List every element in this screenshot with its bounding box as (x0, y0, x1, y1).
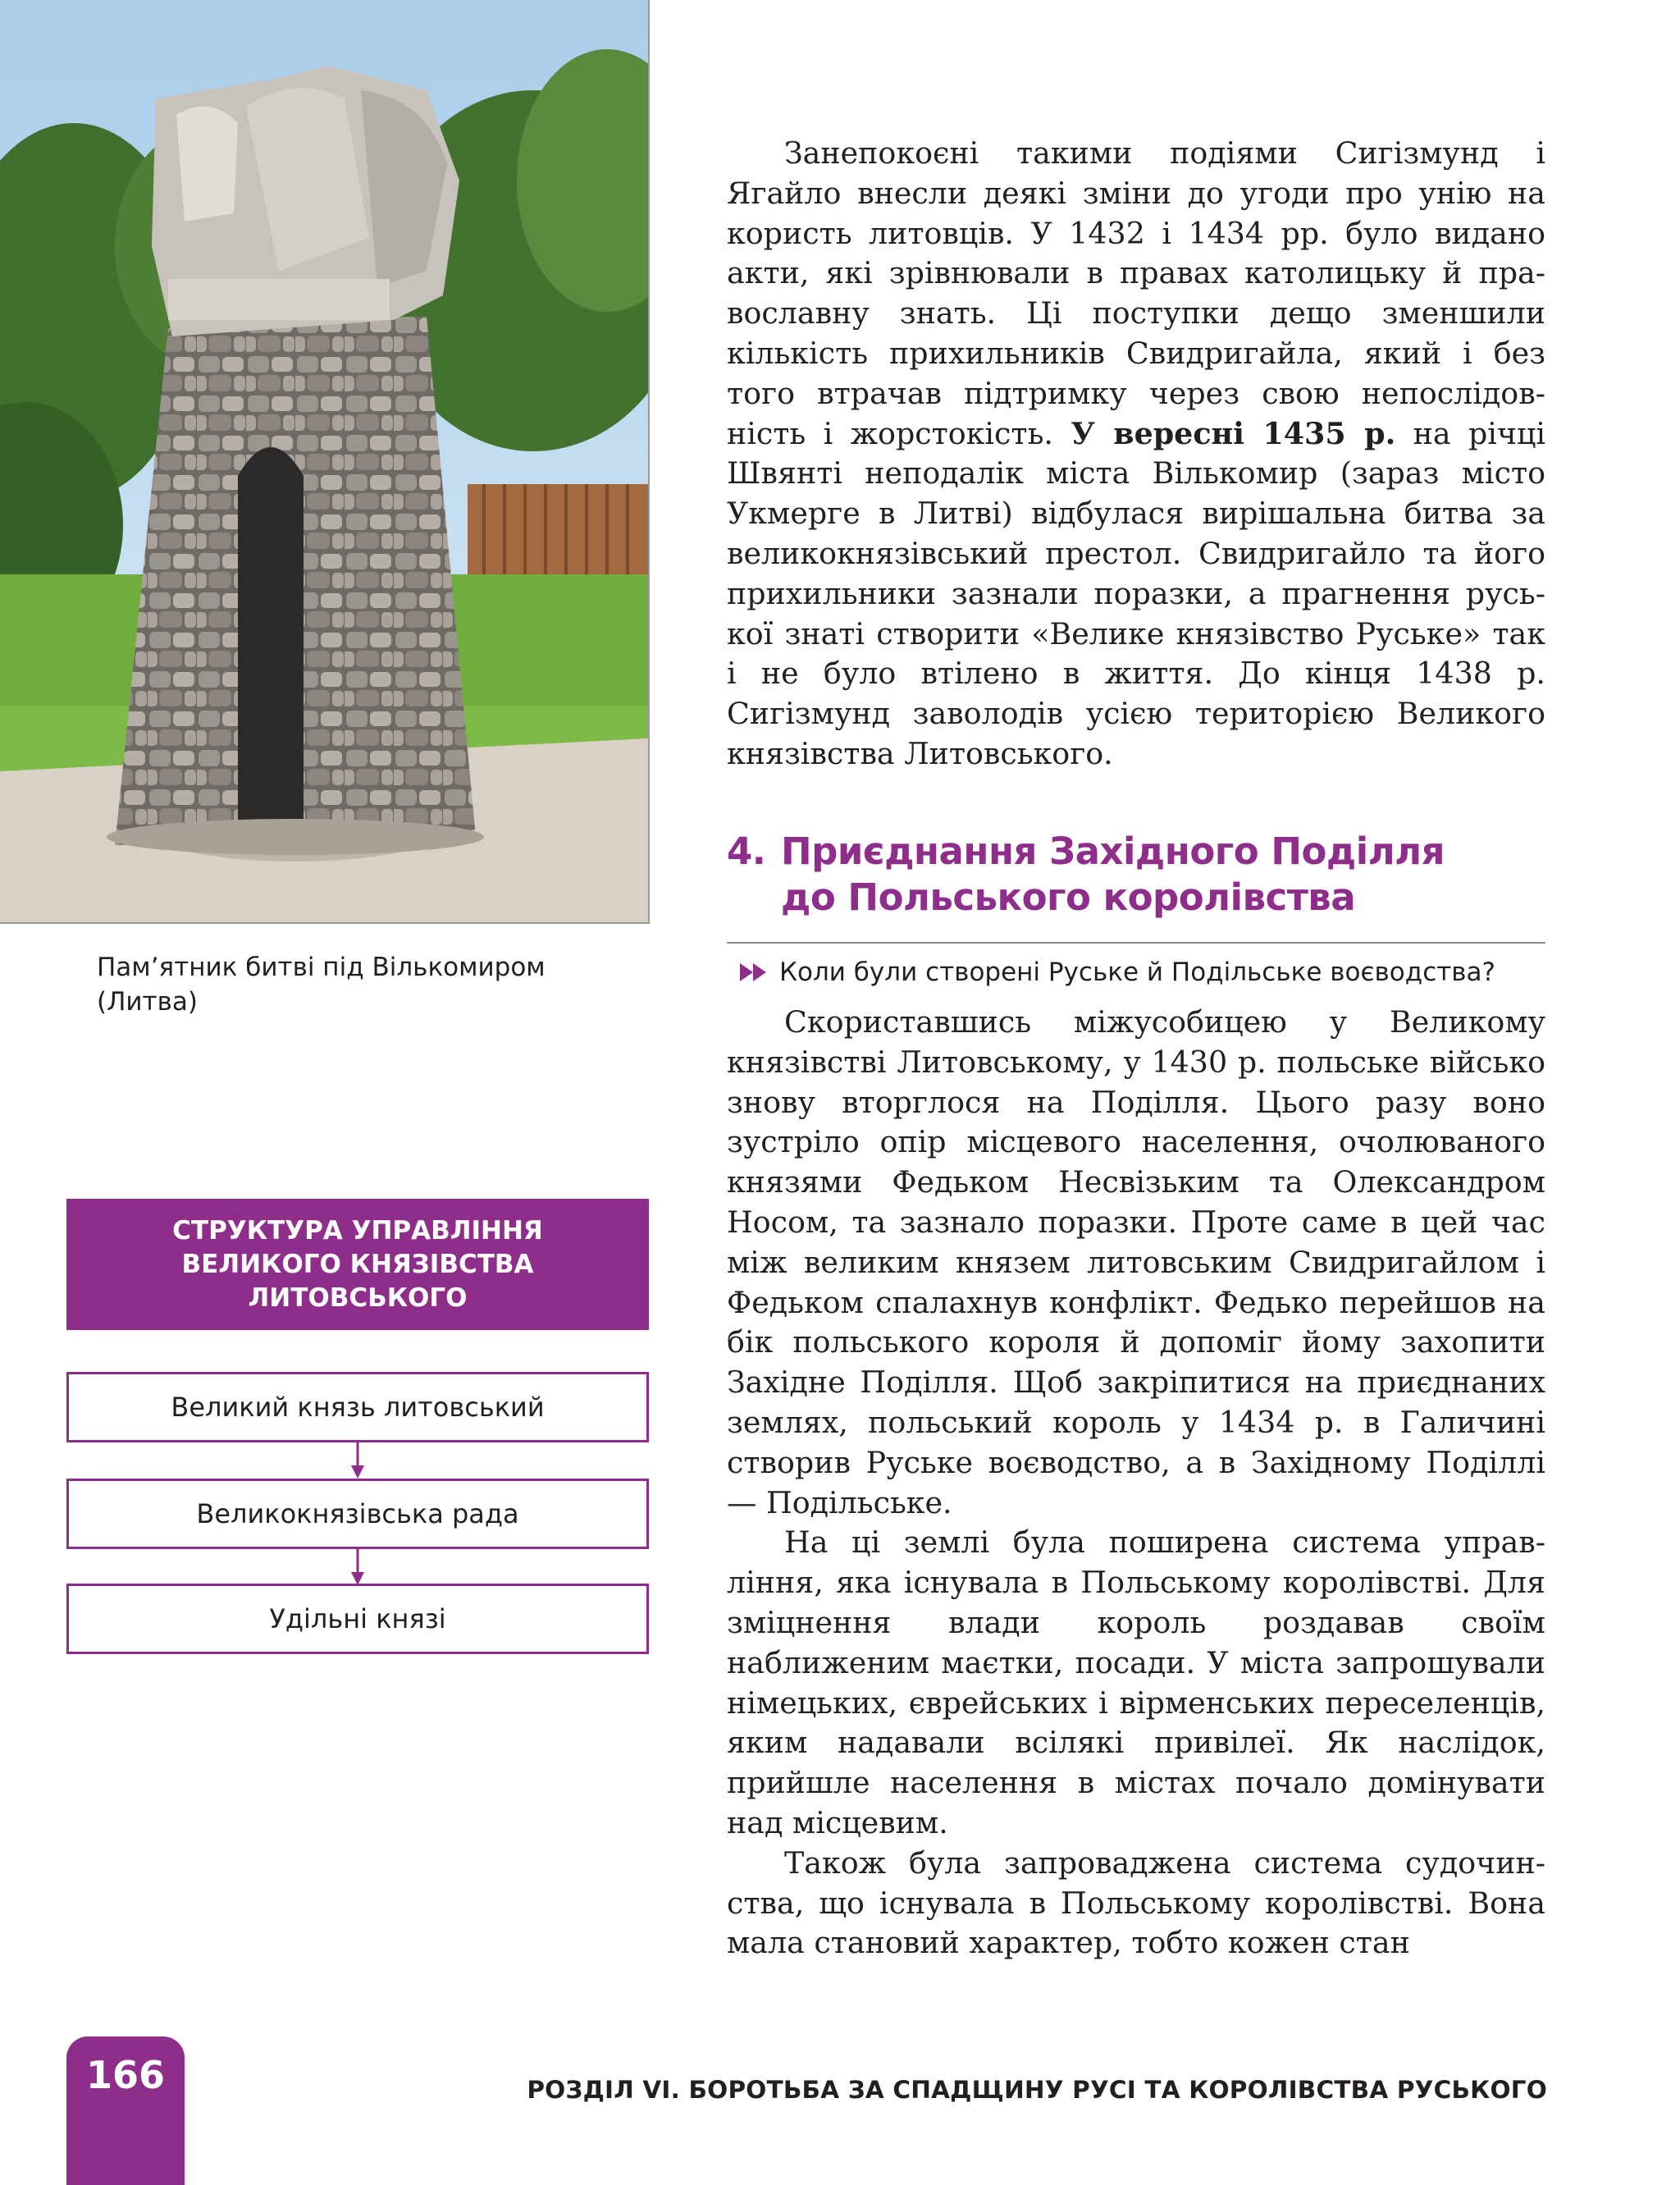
paragraph: На ці землі була поширена система управління, яка існувала в Польському королівстві. Для зміцнення влади король роздавав своїм наближеним маєтки, посади. У міста запрошували німецьких, єврейських і вірменських переселенців, яким надавали всілякі привілеї. Як наслідок, прийшле населення в містах почало домінувати над місцевим. (727, 1524, 1545, 1840)
scheme-level-grand-duke: Великий князь литовський (66, 1372, 649, 1442)
monument-photo (0, 0, 650, 924)
running-section-title: РОЗДІЛ VI. БОРОТЬБА ЗА СПАДЩИНУ РУСІ ТА КОРОЛІВСТВА РУСЬКОГО (527, 2076, 1547, 2104)
paragraph: Також була запроваджена система судочинства, що існувала в Польському королівстві. Вона мала становий характер, тобто кожен стан (727, 1844, 1545, 1961)
heading-divider (727, 942, 1545, 944)
text-block-section4 (727, 1003, 1545, 1963)
scheme-title: СТРУКТУРА УПРАВЛІННЯ ВЕЛИКОГО КНЯЗІВСТВА ЛИТОВСЬКОГО (66, 1199, 649, 1330)
page-number: 166 (85, 2053, 166, 2097)
section-question: Коли були створені Руське й Подільське воєводства? (738, 955, 1545, 990)
photo-caption: Пам’ятник битві під Вількомиром (Литва) (97, 953, 546, 1017)
arrow-down-icon (349, 1549, 366, 1585)
arrow-down-icon (349, 1442, 366, 1479)
paragraph: Занепокоєні такими подіями Сигізмунд і Ягайло внесли деякі зміни до угоди про унію на користь литовців. У 1432 і 1434 рр. було видано акти, які зрівнювали в правах католицьку й православну знать. Ці поступки дещо зменшили кількість прихильників Свидригайла, який і без того втрачав підтримку через свою непослідовність і жорстокість. У вересні 1435 р. на річці Швянті неподалік міста Вількомир (зараз місто Укмерге в Литві) відбулася вирішальна битва за великокнязівський престол. Свидригайло та його прихильники зазнали поразки, а прагнення руської знаті створити «Велике князівство Руське» так і не було втілено в життя. До кінця 1438 р. Сигізмунд заволодів усією територією Великого князівства Литовського. (727, 135, 1545, 771)
double-arrow-icon (738, 962, 771, 983)
section-heading: 4. Приєднання Західного Поділля до Польського королівства (727, 830, 1445, 919)
paragraph: Скориставшись міжусобицею у Великому князівстві Литовському, у 1430 р. польське військо знову вторглося на Поділля. Цього разу воно зустріло опір місцевого населення, очолюваного князями Федьком Несвізьким та Олександром Носом, та зазнало поразки. Проте саме в цей час між великим князем литовським Свидригайлом і Федьком спалахнув конфлікт. Федько перейшов на бік польського короля й допоміг йому захопити Західне Поділля. Щоб закріпитися на приєднаних землях, польський король у 1434 р. в Галичині створив Руське воєводство, а в Західному Поділлі — Подільське. (727, 1004, 1545, 1520)
scheme-level-appanage-princes: Удільні князі (66, 1584, 649, 1654)
scheme-level-council: Великокнязівська рада (66, 1479, 649, 1549)
text-block-top (727, 134, 1545, 775)
